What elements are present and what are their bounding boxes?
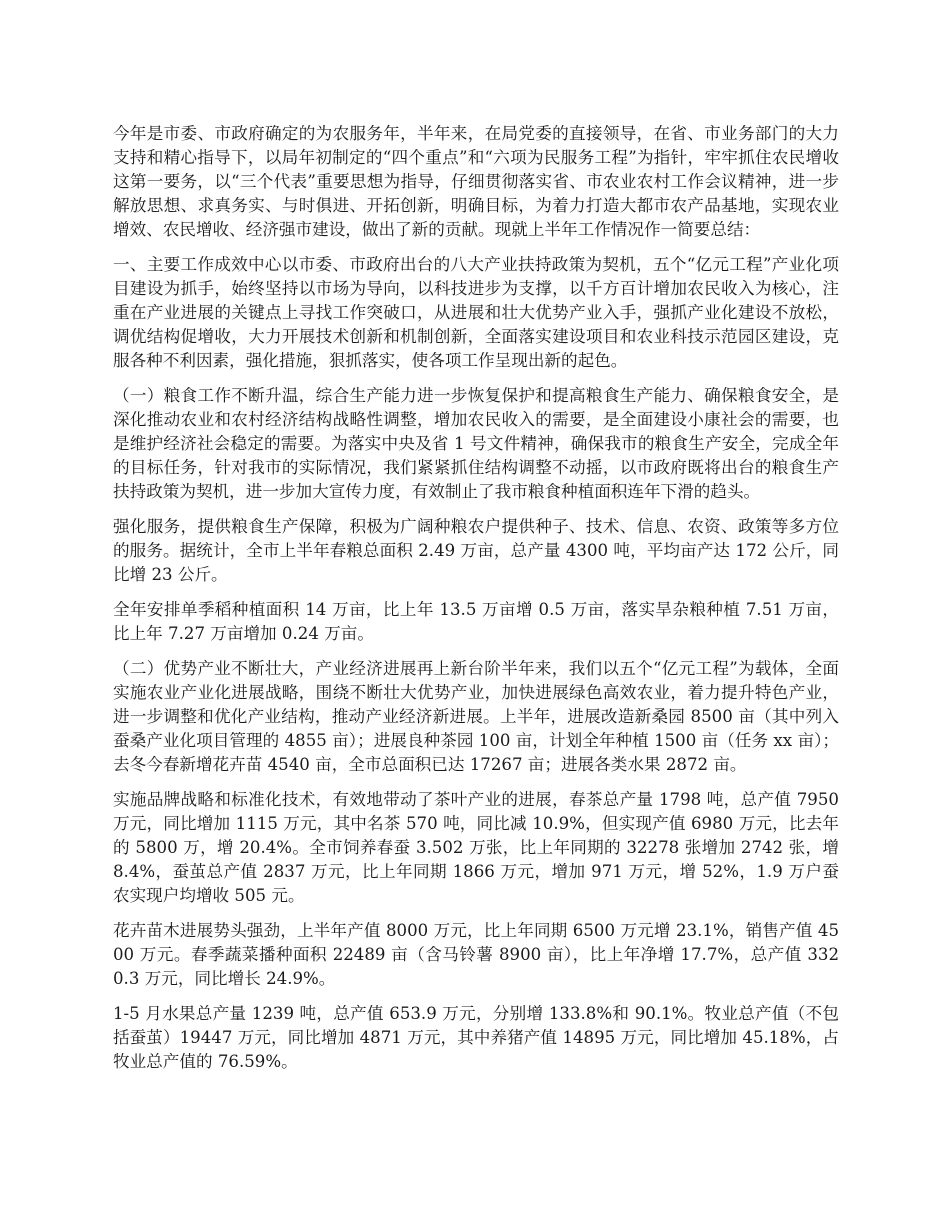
advantage-industry-paragraph: （二）优势产业不断壮大，产业经济进展再上新台阶半年来，我们以五个“亿元工程”为载体，全面实施农业产业化进展战略，围绕不断壮大优势产业，加快进展绿色高效农业，着力提升特色产业，进一步调整和优化产业结构，推动产业经济新进展。上半年，进展改造新桑园 8500 亩（其中列入蚕桑产业化项目管理的 4855 亩）；进展良种茶园 100 亩，计划全年种植 1500 亩（任务 xx 亩）；去冬今春新增花卉苗 4540 亩，全市总面积已达 17267 亩；进展各类水果 2872 亩。 <box>113 659 839 774</box>
flower-vegetable-paragraph: 花卉苗木进展势头强劲，上半年产值 8000 万元，比上年同期 6500 万元增 23.1%，销售产值 4500 万元。春季蔬菜播种面积 22489 亩（含马铃薯 8900 亩），比上年净增 17.7%，总产值 3320.3 万元，同比增长 24.9%。 <box>113 921 839 988</box>
document-page <box>113 122 839 1085</box>
fruit-livestock-paragraph: 1-5 月水果总产量 1239 吨，总产值 653.9 万元，分别增 133.8%和 90.1%。牧业总产值（不包括蚕茧）19447 万元，同比增加 4871 万元，其中养猪产值 14895 万元，同比增加 45.18%，占牧业总产值的 76.59%。 <box>113 1004 839 1071</box>
tea-silkworm-paragraph: 实施品牌战略和标准化技术，有效地带动了茶叶产业的进展，春茶总产量 1798 吨，总产值 7950 万元，同比增加 1115 万元，其中名茶 570 吨，同比减 10.9%，但实现产值 6980 万元，比去年的 5800 万，增 20.4%。全市饲养春蚕 3.502 万张，比上年同期的 32278 张增加 2742 张，增 8.4%，蚕茧总产值 2837 万元，比上年同期 1866 万元，增加 971 万元，增 52%，1.9 万户蚕农实现户均增收 505 元。 <box>113 790 839 905</box>
intro-paragraph: 今年是市委、市政府确定的为农服务年，半年来，在局党委的直接领导，在省、市业务部门的大力支持和精心指导下，以局年初制定的“四个重点”和“六项为民服务工程”为指针，牢牢抓住农民增收这第一要务，以“三个代表”重要思想为指导，仔细贯彻落实省、市农业农村工作会议精神，进一步解放思想、求真务实、与时俱进、开拓创新，明确目标，为着力打造大都市农产品基地，实现农业增效、农民增收、经济强市建设，做出了新的贡献。现就上半年工作情况作一简要总结： <box>113 124 839 239</box>
section-one-paragraph: 一、主要工作成效中心以市委、市政府出台的八大产业扶持政策为契机，五个“亿元工程”产业化项目建设为抓手，始终坚持以市场为导向，以科技进步为支撑，以千方百计增加农民收入为核心，注重在产业进展的关键点上寻找工作突破口，从进展和壮大优势产业入手，强抓产业化建设不放松，调优结构促增收，大力开展技术创新和机制创新，全面落实建设项目和农业科技示范园区建设，克服各种不利因素，强化措施，狠抓落实，使各项工作呈现出新的起色。 <box>113 255 839 370</box>
grain-service-paragraph: 强化服务，提供粮食生产保障，积极为广阔种粮农户提供种子、技术、信息、农资、政策等多方位的服务。据统计，全市上半年春粮总面积 2.49 万亩，总产量 4300 吨，平均亩产达 172 公斤，同比增 23 公斤。 <box>113 517 839 584</box>
rice-planting-paragraph: 全年安排单季稻种植面积 14 万亩，比上年 13.5 万亩增 0.5 万亩，落实旱杂粮种植 7.51 万亩，比上年 7.27 万亩增加 0.24 万亩。 <box>113 600 839 643</box>
grain-work-paragraph: （一）粮食工作不断升温，综合生产能力进一步恢复保护和提高粮食生产能力、确保粮食安全，是深化推动农业和农村经济结构战略性调整，增加农民收入的需要，是全面建设小康社会的需要，也是维护经济社会稳定的需要。为落实中央及省 1 号文件精神，确保我市的粮食生产安全，完成全年的目标任务，针对我市的实际情况，我们紧紧抓住结构调整不动摇，以市政府既将出台的粮食生产扶持政策为契机，进一步加大宣传力度，有效制止了我市粮食种植面积连年下滑的趋头。 <box>113 386 839 501</box>
